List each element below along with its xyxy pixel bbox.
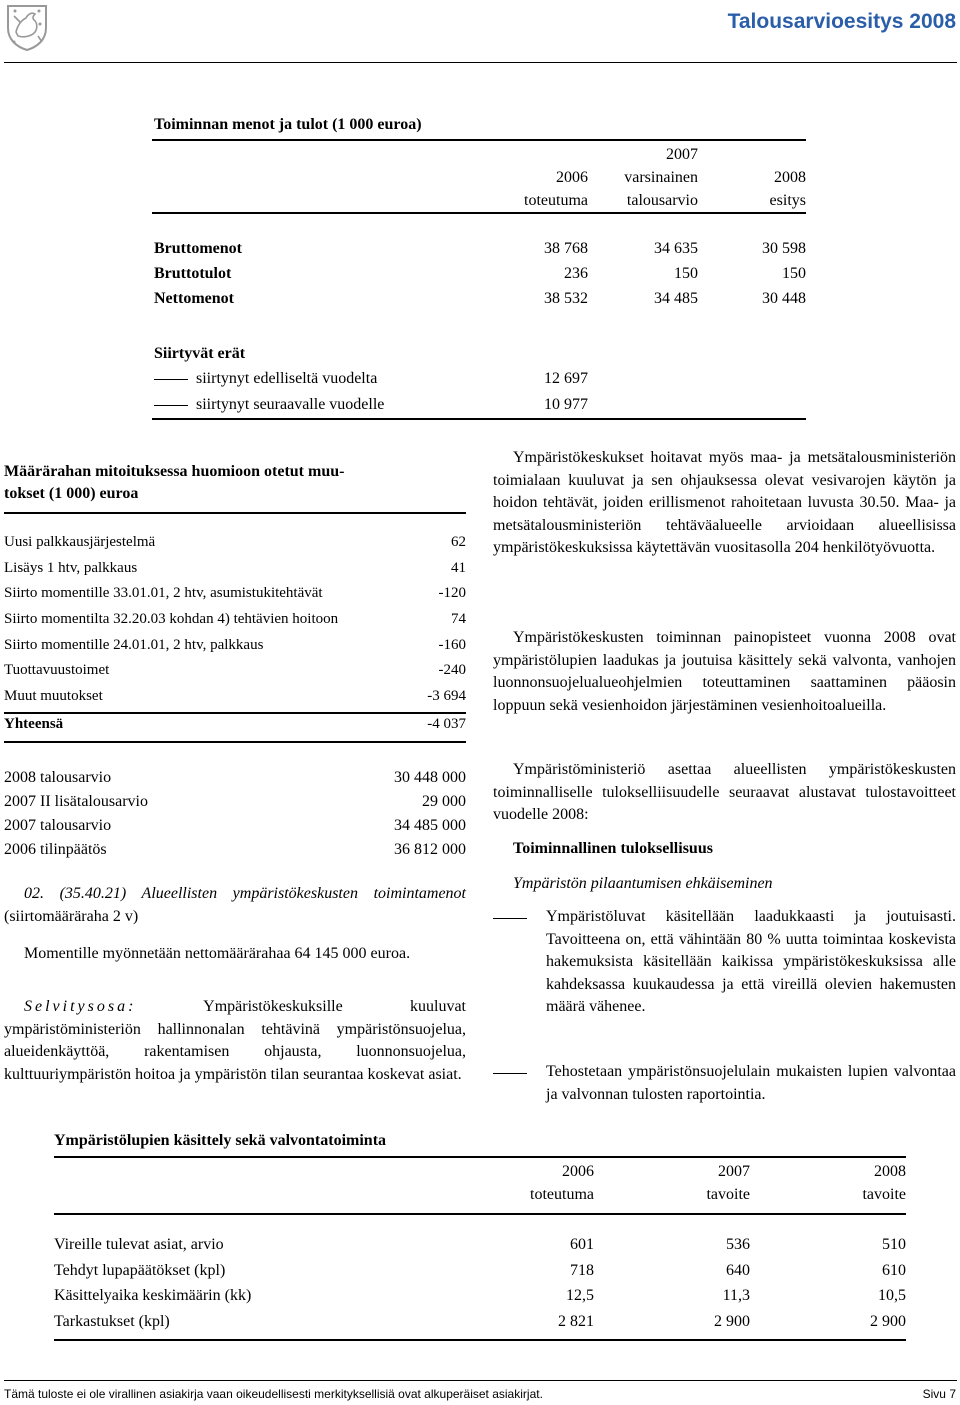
selvitys-paragraph: Selvitysosa: Ympäristökeskuksille kuuluvat ympäristöministeriön hallinnonalan tehtävinä ympäristönsuojelua, alueidenkäyttöä, rakentamisen ohjausta, luonnonsuojelua, kulttuuriympäristön hoitoa ja ympäristön tilan seurantaa koskevat asiat. <box>4 998 466 1083</box>
changes-rows <box>4 534 466 714</box>
dash-mark <box>154 405 188 406</box>
table-row: Lisäys 1 htv, palkkaus 41 <box>4 559 466 576</box>
table-row: siirtynyt seuraavalle vuodelle 10 977 <box>154 396 806 422</box>
right-paragraph-3: Ympäristöministeriö asettaa alueellisten ympäristökeskusten toiminnalliselle tulokselliisuudelle seuraavat alustavat tulostavoitteet vuodelle 2008: <box>493 761 956 824</box>
right-paragraph-1: Ympäristökeskukset hoitavat myös maa- ja metsätalousministeriön toimialaan kuuluvat ja sen ohjauksessa olevat vesivarojen käytön ja hoidon tehtävät, joiden erillismenot rahoitetaan luvusta 30.50. Maa- ja metsätalousministeriön tehtäväalueelle arvioidaan alueellisissa ympäristökeskuksissa käytettävän vuositasolla 204 henkilötyövuotta. <box>493 449 956 557</box>
table-row: Käsittelyaika keskimäärin (kk) 12,5 11,3 10,5 <box>54 1287 906 1305</box>
table-row: 2006 tilinpäätös 36 812 000 <box>4 841 466 858</box>
table-row: siirtynyt edelliseltä vuodelta 12 697 <box>154 370 806 396</box>
right-heading: Toiminnallinen tuloksellisuus <box>513 840 713 857</box>
table1-col3-header: 2008 esitys <box>769 169 806 209</box>
changes-title: Määrärahan mitoituksessa huomioon otetut muu- tokset (1 000) euroa <box>4 463 345 502</box>
table-row: Siirto momentille 33.01.01, 2 htv, asumistukitehtävät -120 <box>4 585 466 602</box>
table-row: Tuottavuustoimet -240 <box>4 662 466 679</box>
transfer-rows <box>154 370 806 422</box>
table2-top-rule <box>54 1156 906 1158</box>
table-row: Bruttotulot 236 150 150 <box>154 265 806 282</box>
table2-col1-header: 2006 toteutuma <box>530 1163 594 1203</box>
table-row: Bruttomenot 38 768 34 635 30 598 <box>154 240 806 257</box>
table-row: Nettomenot 38 532 34 485 30 448 <box>154 290 806 307</box>
changes-bottom-rule <box>4 741 466 743</box>
budget-summary <box>4 769 466 865</box>
table2-col3-header: 2008 tavoite <box>862 1163 906 1203</box>
footer-note: Tämä tuloste ei ole virallinen asiakirja vaan oikeudellisesti merkityksellisiä ovat alkuperäiset asiakirjat. <box>4 1387 543 1401</box>
table2-header-rule <box>54 1213 906 1215</box>
table-row: 2007 talousarvio 34 485 000 <box>4 817 466 834</box>
table-row: Tehdyt lupapäätökset (kpl) 718 640 610 <box>54 1261 906 1279</box>
moment-heading: 02. (35.40.21) Alueellisten ympäristökeskusten toimintamenot (siirtomääräraha 2 v) <box>4 885 466 925</box>
left-paragraph-1: Momentille myönnetään nettomäärärahaa 64 145 000 euroa. <box>24 945 411 962</box>
table2-title: Ympäristölupien käsittely sekä valvontatoiminta <box>54 1132 387 1149</box>
table-row: Vireille tulevat asiat, arvio 601 536 510 <box>54 1236 906 1253</box>
table-row: Siirto momentilta 32.20.03 kohdan 4) tehtävien hoitoon 74 <box>4 611 466 628</box>
table2-bottom-rule <box>54 1339 906 1341</box>
table1-rows <box>154 240 806 315</box>
table-row: Muut muutokset -3 694 <box>4 688 466 705</box>
table1-bottom-rule <box>152 418 806 420</box>
table-row: 2007 II lisätalousarvio 29 000 <box>4 793 466 810</box>
table-row: 2008 talousarvio 30 448 000 <box>4 769 466 786</box>
bullet-item-2: Tehostetaan ympäristönsuojelulain mukaisten lupien valvontaa ja valvonnan tulosten raportointia. <box>546 1063 956 1103</box>
table1-header-rule <box>152 212 806 214</box>
table-row: Tarkastukset (kpl) 2 821 2 900 2 900 <box>54 1313 906 1331</box>
table-row: Uusi palkkausjärjestelmä 62 <box>4 534 466 550</box>
table1-title: Toiminnan menot ja tulot (1 000 euroa) <box>154 116 422 133</box>
table2-col2-header: 2007 tavoite <box>706 1163 750 1203</box>
footer-page-number: Sivu 7 <box>922 1387 956 1401</box>
right-paragraph-2: Ympäristökeskusten toiminnan painopisteet vuonna 2008 ovat ympäristölupien laadukas ja joutuisa käsittely sekä valvonta, vanhojen luonnonsuojelualueohjelmien toteuttaminen saattaminen pääosin loppuun sekä vesienhoidon järjestäminen vesienhoitoalueilla. <box>493 629 956 714</box>
changes-total-rule <box>4 712 466 714</box>
coat-of-arms-logo <box>4 2 50 52</box>
right-subheading: Ympäristön pilaantumisen ehkäiseminen <box>513 875 773 892</box>
changes-top-rule <box>4 512 466 514</box>
table1-col1-header: 2006 toteutuma <box>524 169 588 209</box>
bullet-dash-2 <box>493 1073 527 1074</box>
footer-divider <box>4 1380 957 1381</box>
bullet-item-1: Ympäristöluvat käsitellään laadukkaasti ja joutuisasti. Tavoitteena on, että vähintään 80 % uutta toimintaa koskevista hakemuksista käsitellään kaikissa ympäristökeskuksissa alle kahdeksassa kuukaudessa ja että vireillä olevien hakemusten määrä vähenee. <box>546 908 956 1016</box>
header-divider <box>4 62 957 63</box>
table1-col2-header: 2007 varsinainen talousarvio <box>624 146 698 209</box>
table1-top-rule <box>152 139 806 141</box>
dash-mark <box>154 379 188 380</box>
bullet-dash-1 <box>493 918 527 919</box>
transfer-heading: Siirtyvät erät <box>154 345 246 362</box>
changes-total-row: Yhteensä -4 037 <box>4 716 466 732</box>
header-title: Talousarvioesitys 2008 <box>727 10 956 33</box>
table-row: Siirto momentille 24.01.01, 2 htv, palkkaus -160 <box>4 636 466 653</box>
table2-rows <box>54 1236 906 1339</box>
